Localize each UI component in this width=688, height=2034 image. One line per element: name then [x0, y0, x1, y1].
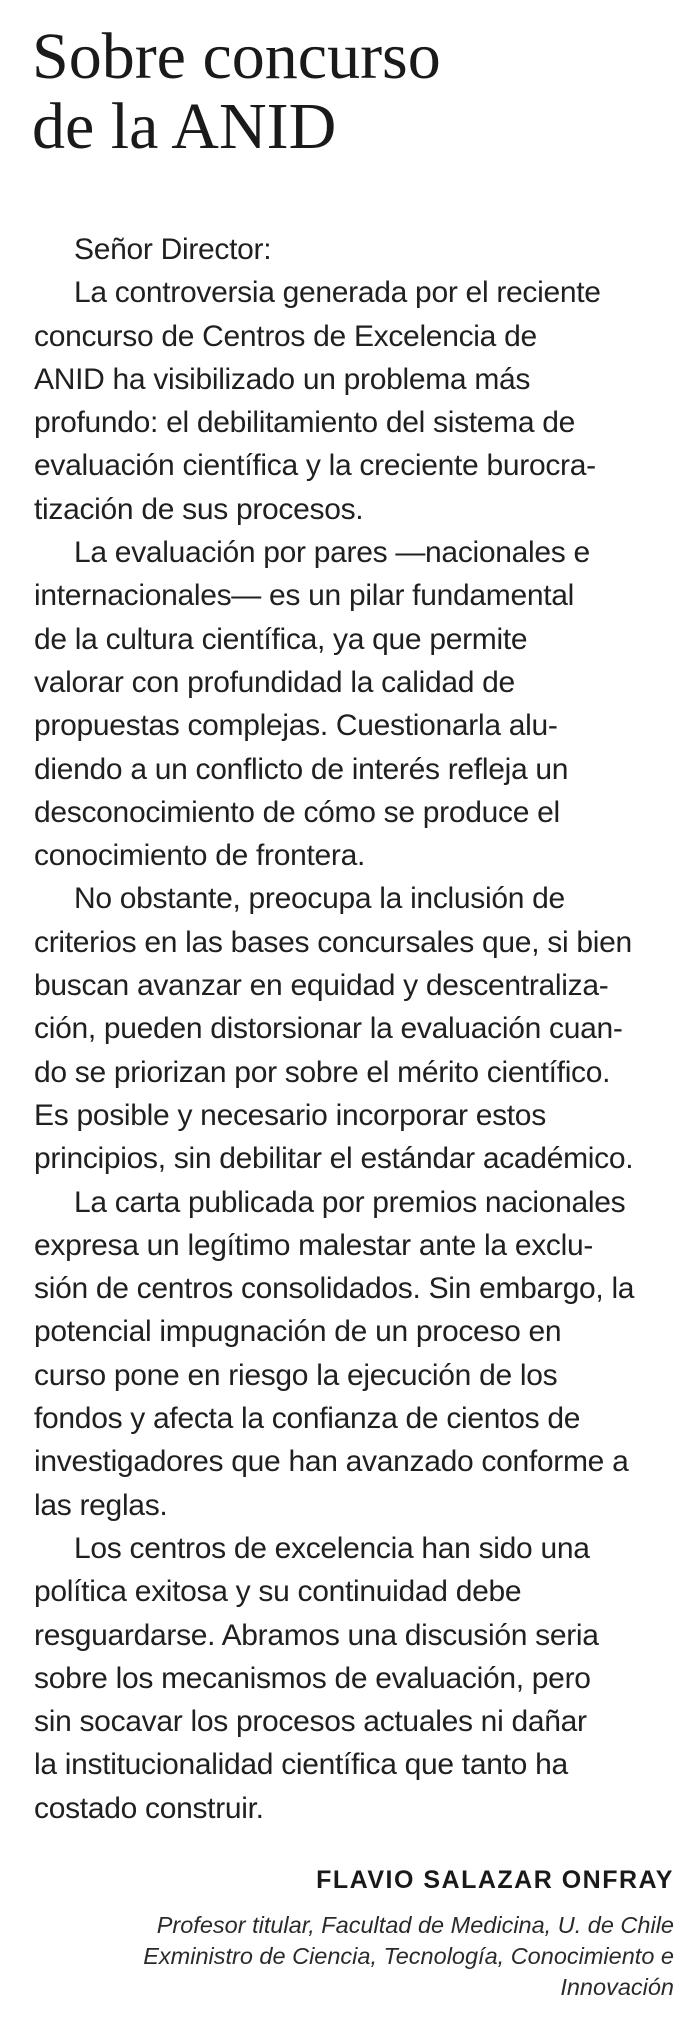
body-line: resguardarse. Abramos una discusión seria — [34, 1618, 599, 1652]
body-line: Es posible y necesario incorporar estos — [34, 1098, 546, 1132]
body-line: La controversia generada por el reciente — [74, 276, 601, 310]
body-line: ción, pueden distorsionar la evaluación cuan- — [34, 1012, 623, 1046]
title-line-1: Sobre concurso — [32, 20, 441, 93]
body-line: propuestas complejas. Cuestionarla alu- — [34, 709, 558, 743]
body-line: La evaluación por pares —nacionales e — [74, 536, 590, 570]
body-line: internacionales— es un pilar fundamental — [34, 579, 574, 613]
body-line: No obstante, preocupa la inclusión de — [74, 882, 565, 916]
body-line: valorar con profundidad la calidad de — [34, 665, 515, 699]
body-line: costado construir. — [34, 1791, 264, 1825]
letter-title — [32, 22, 672, 162]
body-line: evaluación científica y la creciente burocra- — [34, 449, 596, 483]
body-line: buscan avanzar en equidad y descentraliza- — [34, 969, 609, 1003]
body-line: concurso de Centros de Excelencia de — [34, 319, 537, 353]
body-line: diendo a un conflicto de interés refleja un — [34, 752, 569, 786]
body-line: profundo: el debilitamiento del sistema de — [34, 406, 576, 440]
author-signature: FLAVIO SALAZAR ONFRAY — [316, 1866, 674, 1894]
body-line: sobre los mecanismos de evaluación, pero — [34, 1661, 591, 1695]
body-line: potencial impugnación de un proceso en — [34, 1315, 562, 1349]
body-line: principios, sin debilitar el estándar académico. — [34, 1142, 634, 1176]
credential-line-3: Innovación — [560, 1974, 674, 2000]
body-line: Señor Director: — [74, 233, 272, 266]
body-line: investigadores que han avanzado conforme a — [34, 1445, 629, 1479]
body-line: política exitosa y su continuidad debe — [34, 1575, 522, 1609]
letter-body — [34, 228, 674, 1830]
body-line: Los centros de excelencia han sido una — [74, 1531, 590, 1565]
body-line: sión de centros consolidados. Sin embargo, la — [34, 1272, 635, 1306]
body-line: do se priorizan por sobre el mérito científico. — [34, 1055, 611, 1089]
body-line: las reglas. — [34, 1488, 168, 1522]
body-line: sin socavar los procesos actuales ni dañar — [34, 1705, 587, 1739]
credential-line-1: Profesor titular, Facultad de Medicina, U. de Chile — [156, 1912, 674, 1938]
author-credentials — [34, 1910, 674, 2003]
credential-line-2: Exministro de Ciencia, Tecnología, Conocimiento e — [143, 1943, 674, 1969]
title-line-2: de la ANID — [32, 90, 337, 163]
body-line: conocimiento de frontera. — [34, 839, 366, 873]
body-line: de la cultura científica, ya que permite — [34, 622, 528, 656]
body-line: desconocimiento de cómo se produce el — [34, 795, 560, 829]
body-line: expresa un legítimo malestar ante la exclu- — [34, 1228, 594, 1262]
body-line: criterios en las bases concursales que, si bien — [34, 925, 632, 959]
body-line: tización de sus procesos. — [34, 492, 364, 526]
body-line: curso pone en riesgo la ejecución de los — [34, 1358, 558, 1392]
body-line: La carta publicada por premios nacionales — [74, 1185, 626, 1219]
body-line: ANID ha visibilizado un problema más — [34, 362, 531, 396]
body-line: fondos y afecta la confianza de cientos de — [34, 1402, 581, 1436]
body-line: la institucionalidad científica que tanto ha — [34, 1748, 568, 1782]
